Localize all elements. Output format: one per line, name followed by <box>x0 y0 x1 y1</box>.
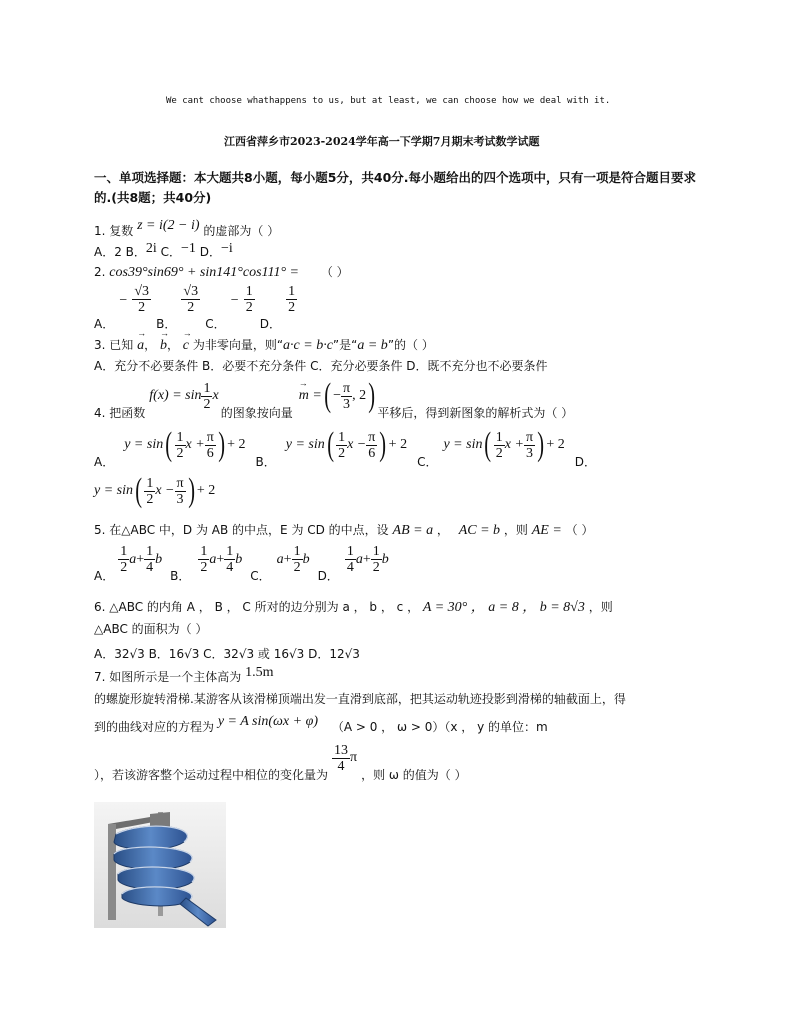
q3-sep: ， <box>166 338 179 352</box>
q3-options: A．充分不必要条件 B．必要不充分条件 C．充分必要条件 D．既不充分也不必要条件 <box>94 359 548 373</box>
q1-option-c-label: C． <box>156 245 181 259</box>
q4-text3: 平移后，得到新图象的解析式为（ ） <box>377 405 574 420</box>
vector-c: → c <box>183 338 189 354</box>
q2-option-d: $\frac{1}{2}$ <box>288 284 296 315</box>
q4-m: → m = <box>299 388 322 404</box>
q4-option-b-label: B． <box>255 454 276 469</box>
q4-d-plus2: + 2 <box>196 483 216 498</box>
q2-option-c-label: C． <box>205 317 226 331</box>
q4-c-y: y = sin <box>443 437 483 452</box>
q4-c-x: x + <box>504 437 524 452</box>
q4-option-c: y = sin ( $\frac{1}{2}$ x + $\frac{\pi}{3}$ ) + 2 <box>443 426 565 463</box>
q4-m-tail: , 2 <box>352 388 367 403</box>
q7-text5: ，则 ω 的值为（ ） <box>361 767 467 782</box>
q2-option-b-label: B． <box>156 317 177 331</box>
q4-option-c-label: C． <box>417 454 438 469</box>
q2-option-a-sign: − <box>119 293 128 308</box>
q4-b-y: y = sin <box>285 437 325 452</box>
q3-text3: ”是“ <box>332 338 358 352</box>
q4-b-x: x − <box>347 437 367 452</box>
q4-option-a: y = sin ( $\frac{1}{2}$ x + $\frac{\pi}{6}$ ) + 2 <box>124 426 246 463</box>
q2-option-b: $\frac{√3}{2}$ <box>183 284 199 315</box>
q6-text: 6. △ABC 的内角 A ， B ， C 所对的边分别为 a ， b ， c ， <box>94 600 420 614</box>
spiral-slide-image <box>94 802 226 928</box>
q5-option-a: $\frac{1}{2}$ a + $\frac{1}{4}$ b <box>120 544 163 575</box>
q4-a-x: x + <box>185 437 205 452</box>
q4-options-row1 <box>94 424 597 469</box>
section-heading: 一、单项选择题：本大题共8小题，每小题5分，共40分.每小题给出的四个选项中，只有一项是符合题目要求的.(共8题；共40分) <box>94 170 697 205</box>
q6-text3: △ABC 的面积为（ ） <box>94 622 208 636</box>
q4-d-y: y = sin <box>94 483 133 498</box>
q1-option-c: −1 <box>181 241 196 256</box>
header-quote: We cant choose whathappens to us, but at least, we can choose how we deal with it. <box>166 96 611 106</box>
vector-b: → b <box>160 338 167 354</box>
page-title: 江西省萍乡市2023-2024学年高一下学期7月期末考试数学试题 <box>224 135 540 148</box>
q1-option-a: A．2 B． <box>94 245 146 259</box>
question-6 <box>94 596 613 616</box>
q7-text: 7. 如图所示是一个主体高为 <box>94 670 242 684</box>
q4-text: 4. 把函数 <box>94 405 146 420</box>
q5-option-d: $\frac{1}{4}$ a + $\frac{1}{2}$ b <box>346 544 389 575</box>
q4-x: x <box>212 388 219 403</box>
q1-expression: z = i(2 − i) <box>137 218 200 233</box>
q5-paren: （ ） <box>565 523 594 537</box>
q2-label: 2. <box>94 265 106 279</box>
q1-option-b: 2i <box>145 241 157 256</box>
q4-fx: f(x) = sin <box>149 388 202 403</box>
question-2 <box>94 263 349 281</box>
q4-text2: 的图象按向量 <box>220 405 293 420</box>
q5-option-c: a + $\frac{1}{2}$ b <box>276 544 310 575</box>
q5-options <box>94 544 389 583</box>
q3-sep: ， <box>144 338 157 352</box>
q7-equation: y = A sin(ωx + φ) <box>217 714 319 729</box>
q4-a-plus2: + 2 <box>227 437 246 452</box>
q7-line3 <box>94 714 548 736</box>
q7-text4: ），若该游客整个运动过程中相位的变化量为 <box>94 767 329 782</box>
question-3 <box>94 336 434 354</box>
q3-condition-1: a·c = b·c <box>283 338 333 353</box>
q4-c-plus2: + 2 <box>546 437 565 452</box>
q1-option-d-label: D． <box>195 245 221 259</box>
q2-option-a: $\frac{√3}{2}$ <box>134 284 149 315</box>
q7-text2: 的螺旋形旋转滑梯.某游客从该滑梯顶端出发一直滑到底部，把其运动轨迹投影到滑梯的轴截面上，得 <box>94 692 626 706</box>
q5-option-d-label: D． <box>317 569 339 583</box>
q3-text2: 为非零向量，则“ <box>192 338 284 352</box>
q1-option-d: −i <box>220 241 233 256</box>
q5-option-c-label: C． <box>250 569 271 583</box>
question-5: 5. 在△ABC 中，D 为 AB 的中点，E 为 CD 的中点，设 AB = a ， AC = b ，则 AE = （ ） <box>94 523 594 538</box>
q4-option-b: y = sin ( $\frac{1}{2}$ x − $\frac{\pi}{6}$ ) + 2 <box>285 426 408 463</box>
q1-tail: 的虚部为（ ） <box>203 224 280 238</box>
vector-a: → a <box>137 338 144 354</box>
q2-tail: （ ） <box>320 265 349 279</box>
q1-label: 1. 复数 <box>94 224 134 238</box>
q2-option-c-sign: − <box>230 293 239 308</box>
q5-option-b: $\frac{1}{2}$ a + $\frac{1}{4}$ b <box>200 544 243 575</box>
q7-conditions: （A > 0 ， ω > 0）（x ， y 的单位：m <box>331 720 548 734</box>
q3-condition-2: a = b <box>357 338 388 353</box>
q6-options: A．32√3 B．16√3 C．32√3 或 16√3 D．12√3 <box>94 647 360 661</box>
q7-line4 <box>94 742 467 782</box>
q5-tail: ，则 <box>503 523 528 537</box>
q6-text2: ，则 <box>588 600 613 614</box>
q5-vector-ac: AC = b <box>458 523 501 538</box>
q7-text3: 到的曲线对应的方程为 <box>94 720 215 734</box>
q1-options <box>94 243 233 261</box>
q4-b-plus2: + 2 <box>388 437 408 452</box>
q5-vector-ae: AE = <box>531 523 562 538</box>
q3-text4: ”的（ ） <box>387 338 434 352</box>
q2-options <box>94 284 297 331</box>
question-7 <box>94 665 274 686</box>
q5-option-b-label: B． <box>170 569 191 583</box>
q2-option-a-label: A． <box>94 317 115 331</box>
q4-d-x: x − <box>155 483 175 498</box>
q4-option-a-label: A． <box>94 454 115 469</box>
q4-option-d: y = sin ( $\frac{1}{2}$ x − $\frac{\pi}{3}$ ) + 2 <box>94 472 216 509</box>
q4-function <box>149 381 218 412</box>
q2-expression: cos39°sin69° + sin141°cos111° = <box>109 265 299 280</box>
q6-conditions: A = 30° ， a = 8 ， b = 8√3 <box>422 600 585 615</box>
q5-vector-ab: AB = a <box>392 523 434 538</box>
q2-option-c: $\frac{1}{2}$ <box>245 284 253 315</box>
q7-height: 1.5m <box>245 665 274 680</box>
q4-option-d-label: D． <box>574 454 597 469</box>
q4-half: $\frac{1}{2}$ <box>203 380 211 412</box>
q4-vector-m: → m = ( − $\frac{\pi}{3}$ , 2 ) <box>299 379 378 413</box>
question-4 <box>94 377 574 420</box>
q2-option-d-label: D． <box>259 317 282 331</box>
question-1 <box>94 218 280 240</box>
q4-a-y: y = sin <box>124 437 164 452</box>
q5-option-a-label: A． <box>94 569 115 583</box>
q5-text: 5. 在△ABC 中，D 为 AB 的中点，E 为 CD 的中点，设 <box>94 523 389 537</box>
q3-text: 3. 已知 <box>94 338 134 352</box>
q7-phase: $\frac{13}{4}$ π <box>334 742 358 774</box>
